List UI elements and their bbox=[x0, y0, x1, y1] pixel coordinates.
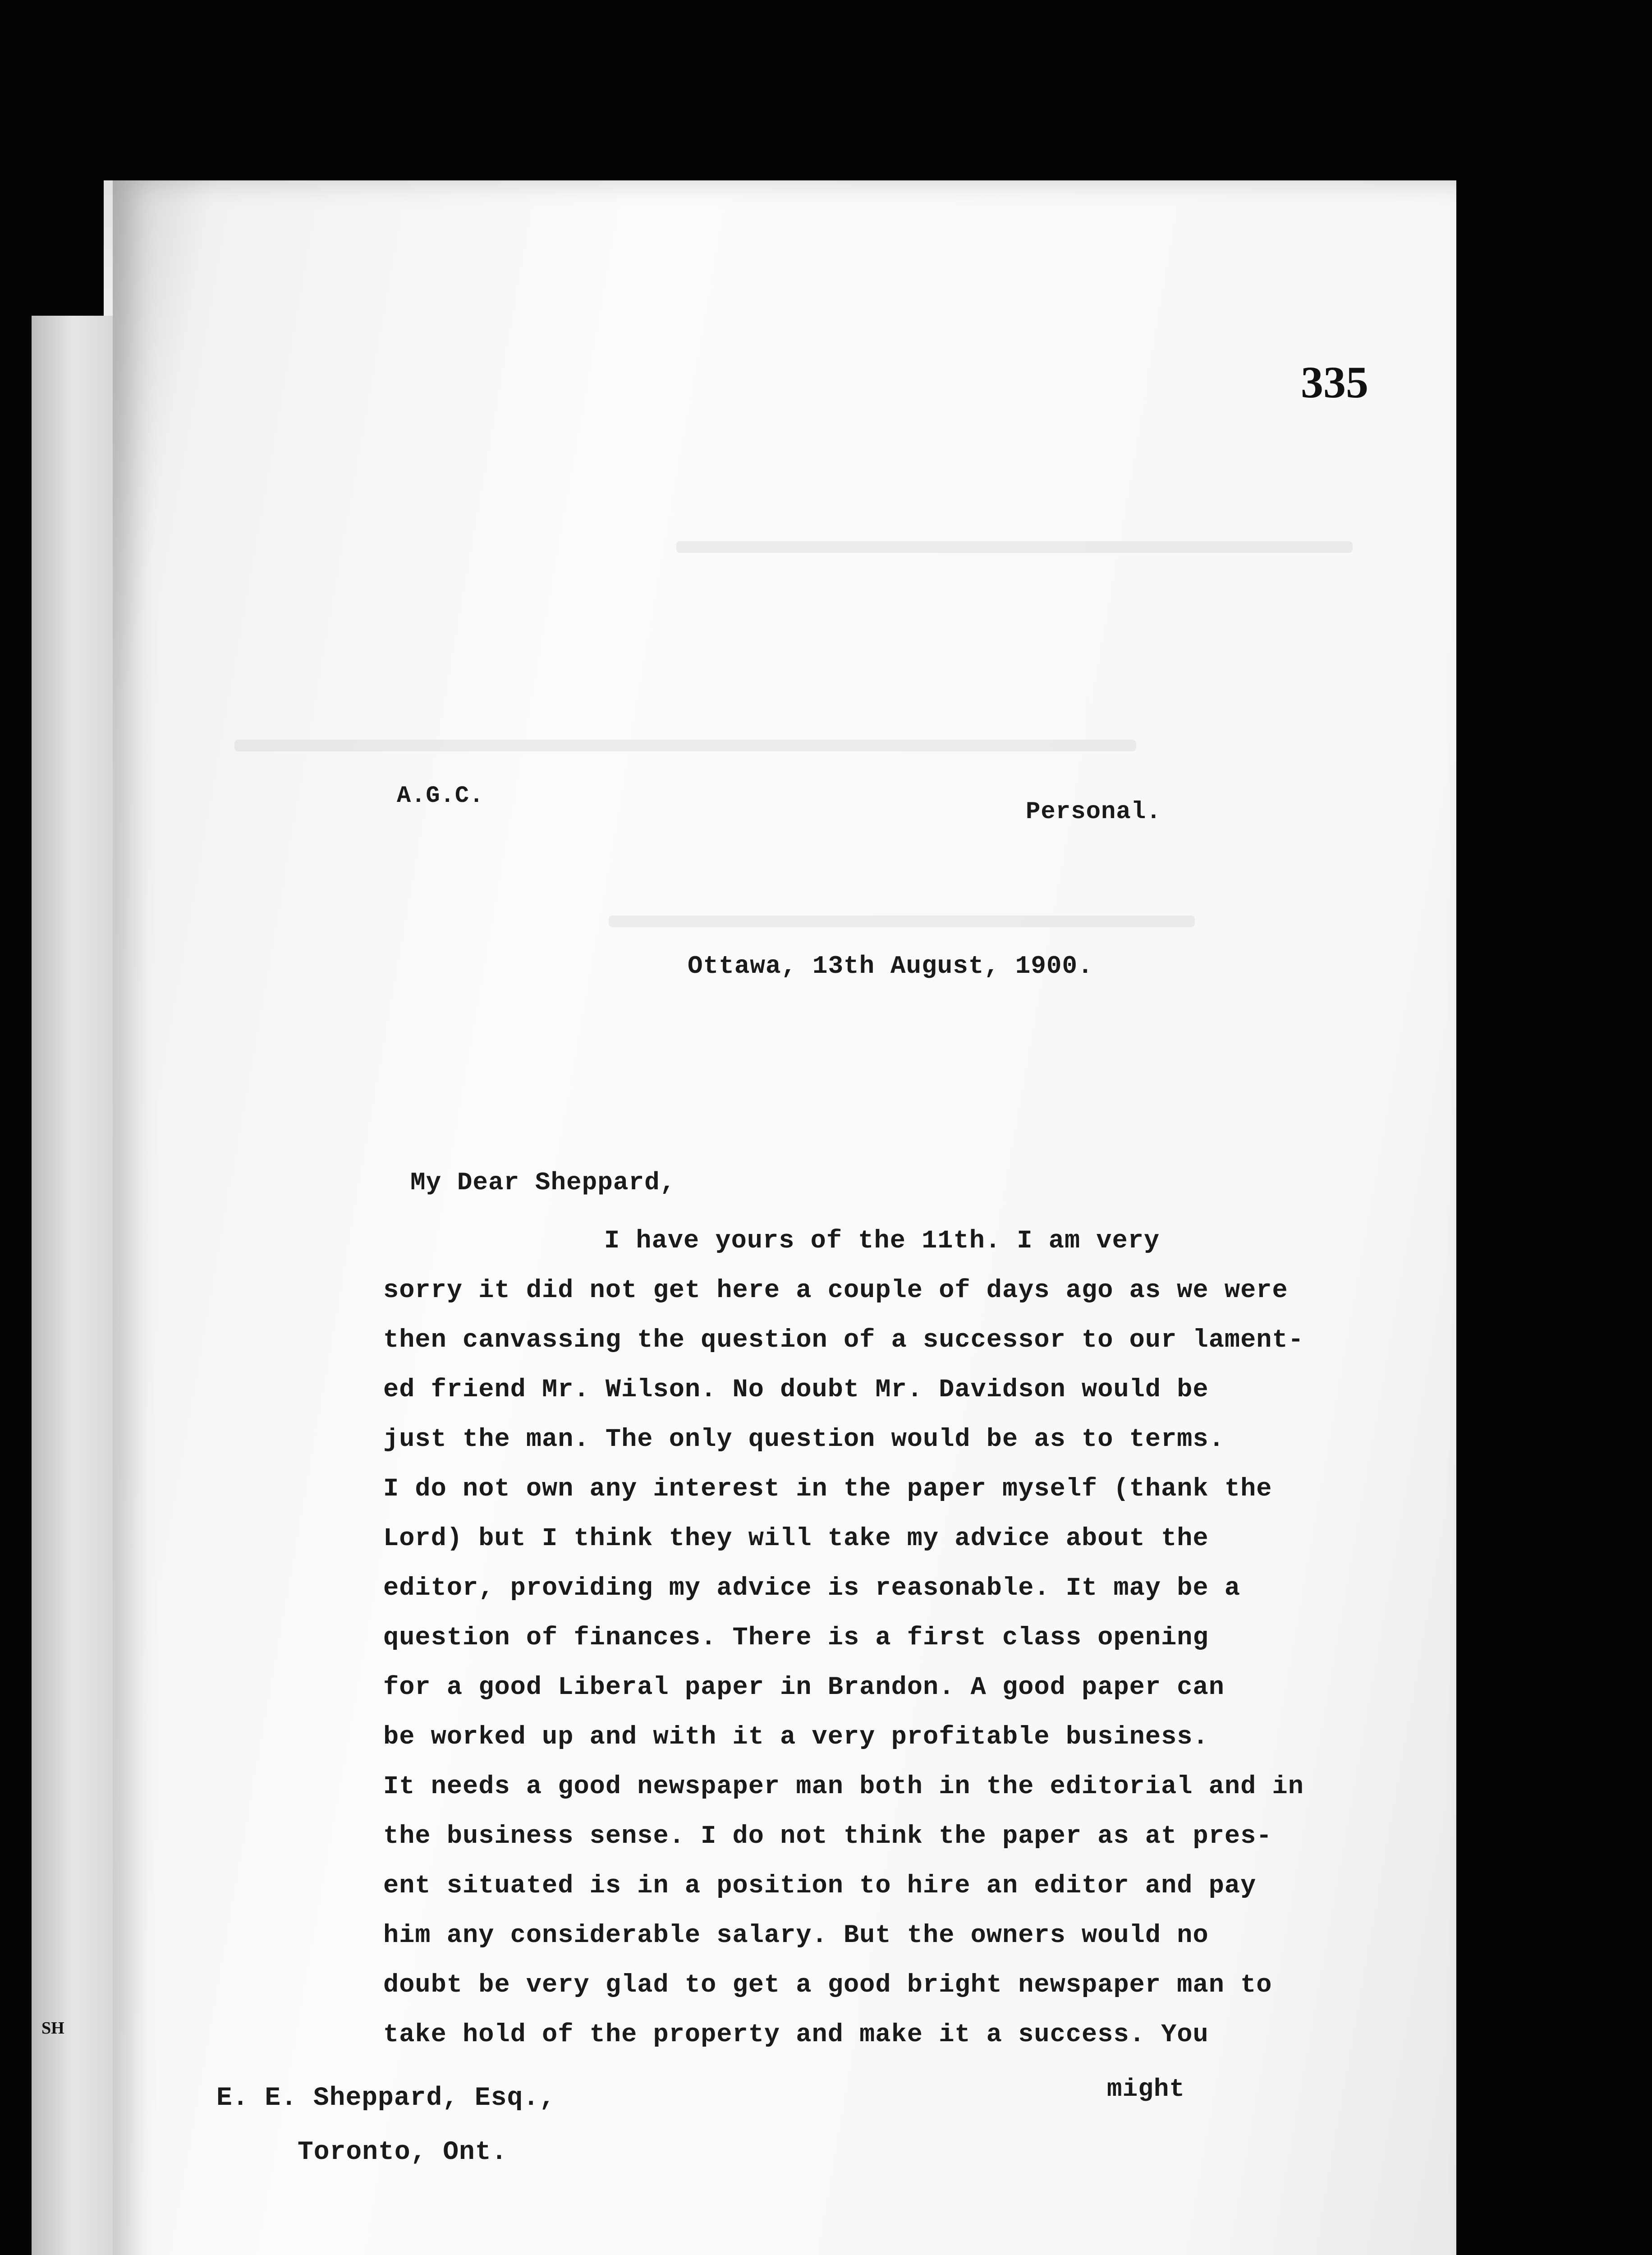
body-line: just the man. The only question would be as to terms. bbox=[383, 1425, 1225, 1454]
body-line: editor, providing my advice is reasonable. It may be a bbox=[383, 1574, 1241, 1603]
body-line: ent situated is in a position to hire an editor and pay bbox=[383, 1872, 1257, 1901]
body-line: then canvassing the question of a successor to our lament- bbox=[383, 1326, 1304, 1355]
body-line: be worked up and with it a very profitable business. bbox=[383, 1723, 1209, 1752]
body-line: him any considerable salary. But the owners would no bbox=[383, 1921, 1209, 1950]
addressee-name: E. E. Sheppard, Esq., bbox=[216, 2084, 555, 2113]
body-line: I have yours of the 11th. I am very bbox=[604, 1227, 1160, 1256]
body-line: take hold of the property and make it a success. You bbox=[383, 2020, 1209, 2049]
page-number: 335 bbox=[1301, 357, 1368, 407]
body-line: the business sense. I do not think the paper as at pres- bbox=[383, 1822, 1272, 1851]
body-line: question of finances. There is a first class opening bbox=[383, 1624, 1209, 1652]
dateline: Ottawa, 13th August, 1900. bbox=[688, 952, 1093, 980]
salutation: My Dear Sheppard, bbox=[410, 1168, 676, 1197]
body-line: Lord) but I think they will take my advice about the bbox=[383, 1524, 1209, 1553]
body-line: doubt be very glad to get a good bright newspaper man to bbox=[383, 1971, 1272, 2000]
continuation-word: might bbox=[1107, 2075, 1185, 2103]
body-line: ed friend Mr. Wilson. No doubt Mr. Davidson would be bbox=[383, 1376, 1209, 1404]
reference-initials: A.G.C. bbox=[397, 782, 484, 809]
bleed-through bbox=[609, 916, 1195, 927]
body-line: sorry it did not get here a couple of days ago as we were bbox=[383, 1276, 1288, 1305]
body-line: I do not own any interest in the paper myself (thank the bbox=[383, 1475, 1272, 1504]
bleed-through bbox=[234, 740, 1136, 751]
body-line: for a good Liberal paper in Brandon. A good paper can bbox=[383, 1673, 1225, 1702]
addressee-city: Toronto, Ont. bbox=[298, 2138, 508, 2167]
personal-marking: Personal. bbox=[1026, 798, 1161, 826]
bleed-through bbox=[676, 541, 1353, 553]
body-line: It needs a good newspaper man both in the editorial and in bbox=[383, 1772, 1304, 1801]
edge-mark: SH bbox=[41, 2019, 64, 2038]
